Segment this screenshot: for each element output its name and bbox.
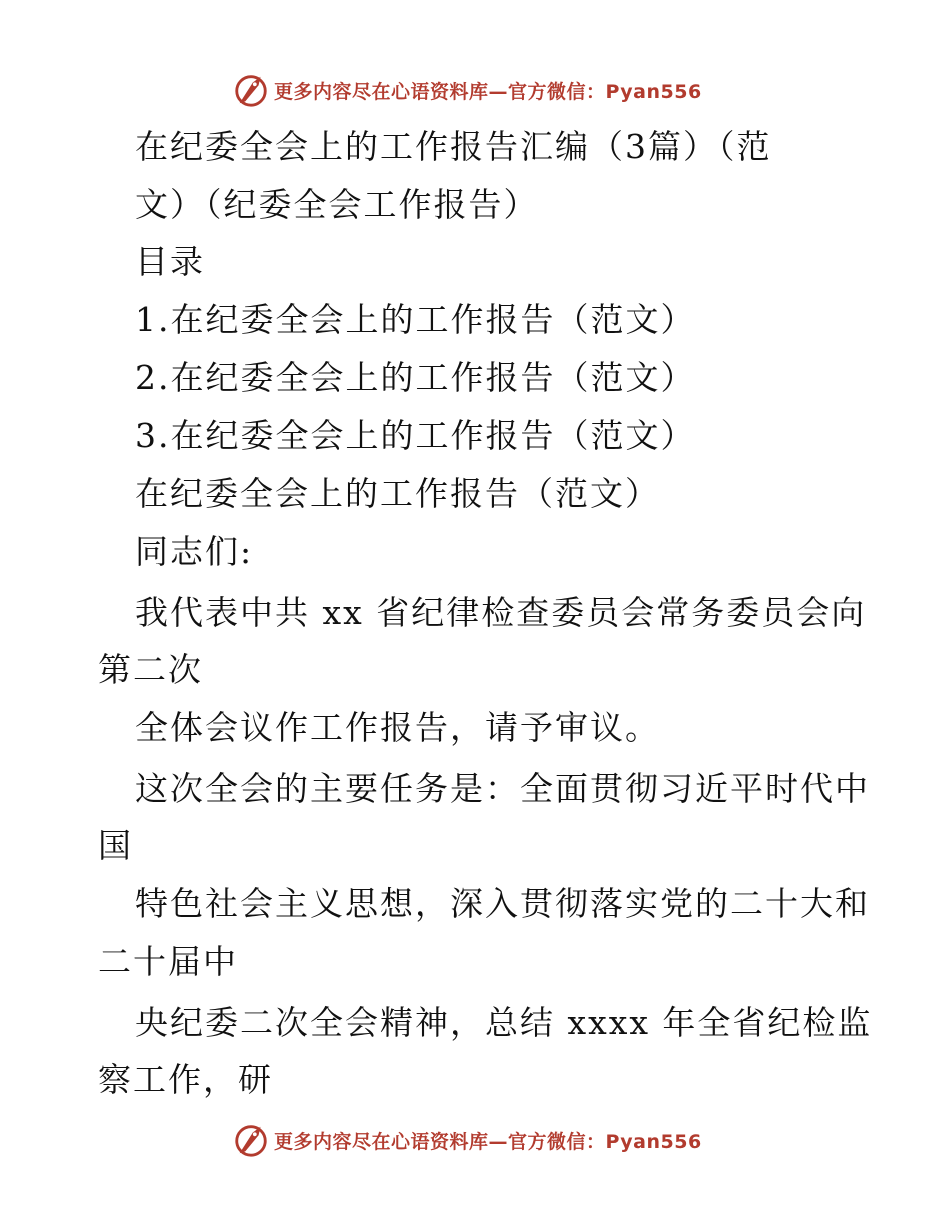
- toc-item: 3.在纪委全会上的工作报告（范文）: [135, 416, 696, 455]
- watermark-text: 更多内容尽在心语资料库—官方微信：Pyan556: [274, 80, 702, 103]
- watermark-footer: [232, 1120, 702, 1160]
- section-heading: 在纪委全会上的工作报告（范文）: [135, 474, 660, 513]
- document-title-line: 文）（纪委全会工作报告）: [135, 185, 539, 224]
- toc-item: 2.在纪委全会上的工作报告（范文）: [135, 358, 696, 397]
- salutation: 同志们:: [135, 532, 254, 571]
- watermark-header: [232, 70, 702, 110]
- body-line: 第二次: [98, 650, 203, 689]
- body-line: 央纪委二次全会精神，总结 xxxx 年全省纪检监: [135, 1003, 873, 1042]
- body-line: 全体会议作工作报告，请予审议。: [135, 708, 660, 747]
- body-line: 二十届中: [98, 942, 238, 981]
- body-line: 我代表中共 xx 省纪律检查委员会常务委员会向: [135, 593, 867, 632]
- body-line: 这次全会的主要任务是：全面贯彻习近平时代中: [135, 769, 870, 808]
- body-line: 特色社会主义思想，深入贯彻落实党的二十大和: [135, 884, 870, 923]
- toc-item: 1.在纪委全会上的工作报告（范文）: [135, 300, 696, 339]
- pen-nib-logo-icon: [232, 71, 270, 109]
- watermark-text: 更多内容尽在心语资料库—官方微信：Pyan556: [274, 1130, 702, 1153]
- pen-nib-logo-icon: [232, 1121, 270, 1159]
- body-line: 国: [98, 826, 133, 865]
- toc-heading: 目录: [135, 242, 205, 281]
- body-line: 察工作，研: [98, 1060, 273, 1099]
- document-title-line: 在纪委全会上的工作报告汇编（3篇）（范: [135, 127, 772, 166]
